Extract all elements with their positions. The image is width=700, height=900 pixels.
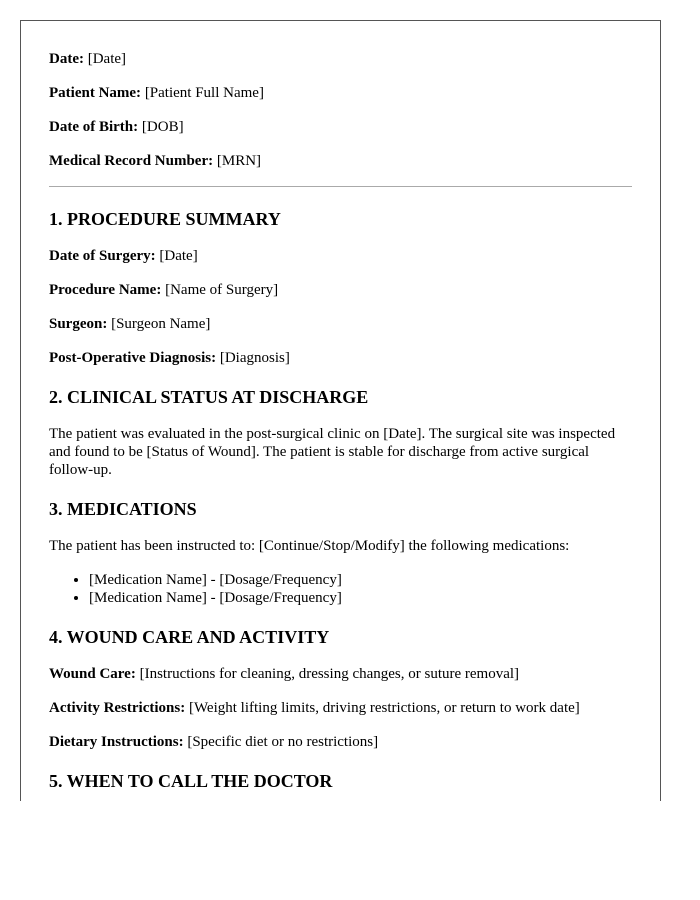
wound-care-label: Wound Care: <box>49 666 136 682</box>
dietary-instructions-field <box>49 733 632 751</box>
medication-list-item: • [Medication Name] - [Dosage/Frequency] <box>89 589 632 607</box>
dietary-instructions-label: Dietary Instructions: <box>49 734 184 750</box>
procedure-name-label: Procedure Name: <box>49 282 162 298</box>
patient-name-field <box>49 84 632 102</box>
wound-care-value: [Instructions for cleaning, dressing changes, or suture removal] <box>139 666 520 682</box>
section-title-when-to-call: 5. WHEN TO CALL THE DOCTOR <box>49 771 333 791</box>
date-value: [Date] <box>87 51 127 67</box>
surgery-date-value: [Date] <box>159 248 198 264</box>
mrn-label: Medical Record Number: <box>49 153 214 169</box>
medications-intro-text: The patient has been instructed to: [Continue/Stop/Modify] the following medications: <box>49 538 570 554</box>
medication-list-item: • [Medication Name] - [Dosage/Frequency] <box>89 571 632 589</box>
mrn-value: [MRN] <box>216 153 262 169</box>
section-title-procedure-summary: 1. PROCEDURE SUMMARY <box>49 209 281 229</box>
clinical-status-text: The patient was evaluated in the post-surgical clinic on [Date]. The surgical site was inspected and found to be [Status of Wound]. The patient is stable for discharge from active surgical follow-up. <box>49 426 616 478</box>
patient-name-label: Patient Name: <box>49 85 142 101</box>
medication-list <box>49 571 632 607</box>
wound-care-field <box>49 665 632 683</box>
activity-restrictions-label: Activity Restrictions: <box>49 700 186 716</box>
section-title-wound-care: 4. WOUND CARE AND ACTIVITY <box>49 627 330 647</box>
surgery-date-field <box>49 247 632 265</box>
surgery-date-label: Date of Surgery: <box>49 248 156 264</box>
dob-label: Date of Birth: <box>49 119 139 135</box>
dob-field <box>49 118 632 136</box>
activity-restrictions-field <box>49 699 632 717</box>
procedure-name-field <box>49 281 632 299</box>
diagnosis-field <box>49 349 632 367</box>
procedure-name-value: [Name of Surgery] <box>165 282 279 298</box>
dietary-instructions-value: [Specific diet or no restrictions] <box>187 734 379 750</box>
section-title-medications: 3. MEDICATIONS <box>49 499 197 519</box>
surgeon-label: Surgeon: <box>49 316 108 332</box>
dob-value: [DOB] <box>141 119 184 135</box>
surgeon-value: [Surgeon Name] <box>111 316 211 332</box>
patient-name-value: [Patient Full Name] <box>144 85 264 101</box>
header-divider <box>49 186 632 187</box>
activity-restrictions-value: [Weight lifting limits, driving restrictions, or return to work date] <box>188 700 580 716</box>
surgeon-field <box>49 315 632 333</box>
document-page <box>20 20 661 801</box>
section-title-clinical-status: 2. CLINICAL STATUS AT DISCHARGE <box>49 387 369 407</box>
mrn-field <box>49 152 632 170</box>
date-label: Date: <box>49 51 84 67</box>
date-field <box>49 50 632 68</box>
diagnosis-value: [Diagnosis] <box>219 350 290 366</box>
diagnosis-label: Post-Operative Diagnosis: <box>49 350 217 366</box>
